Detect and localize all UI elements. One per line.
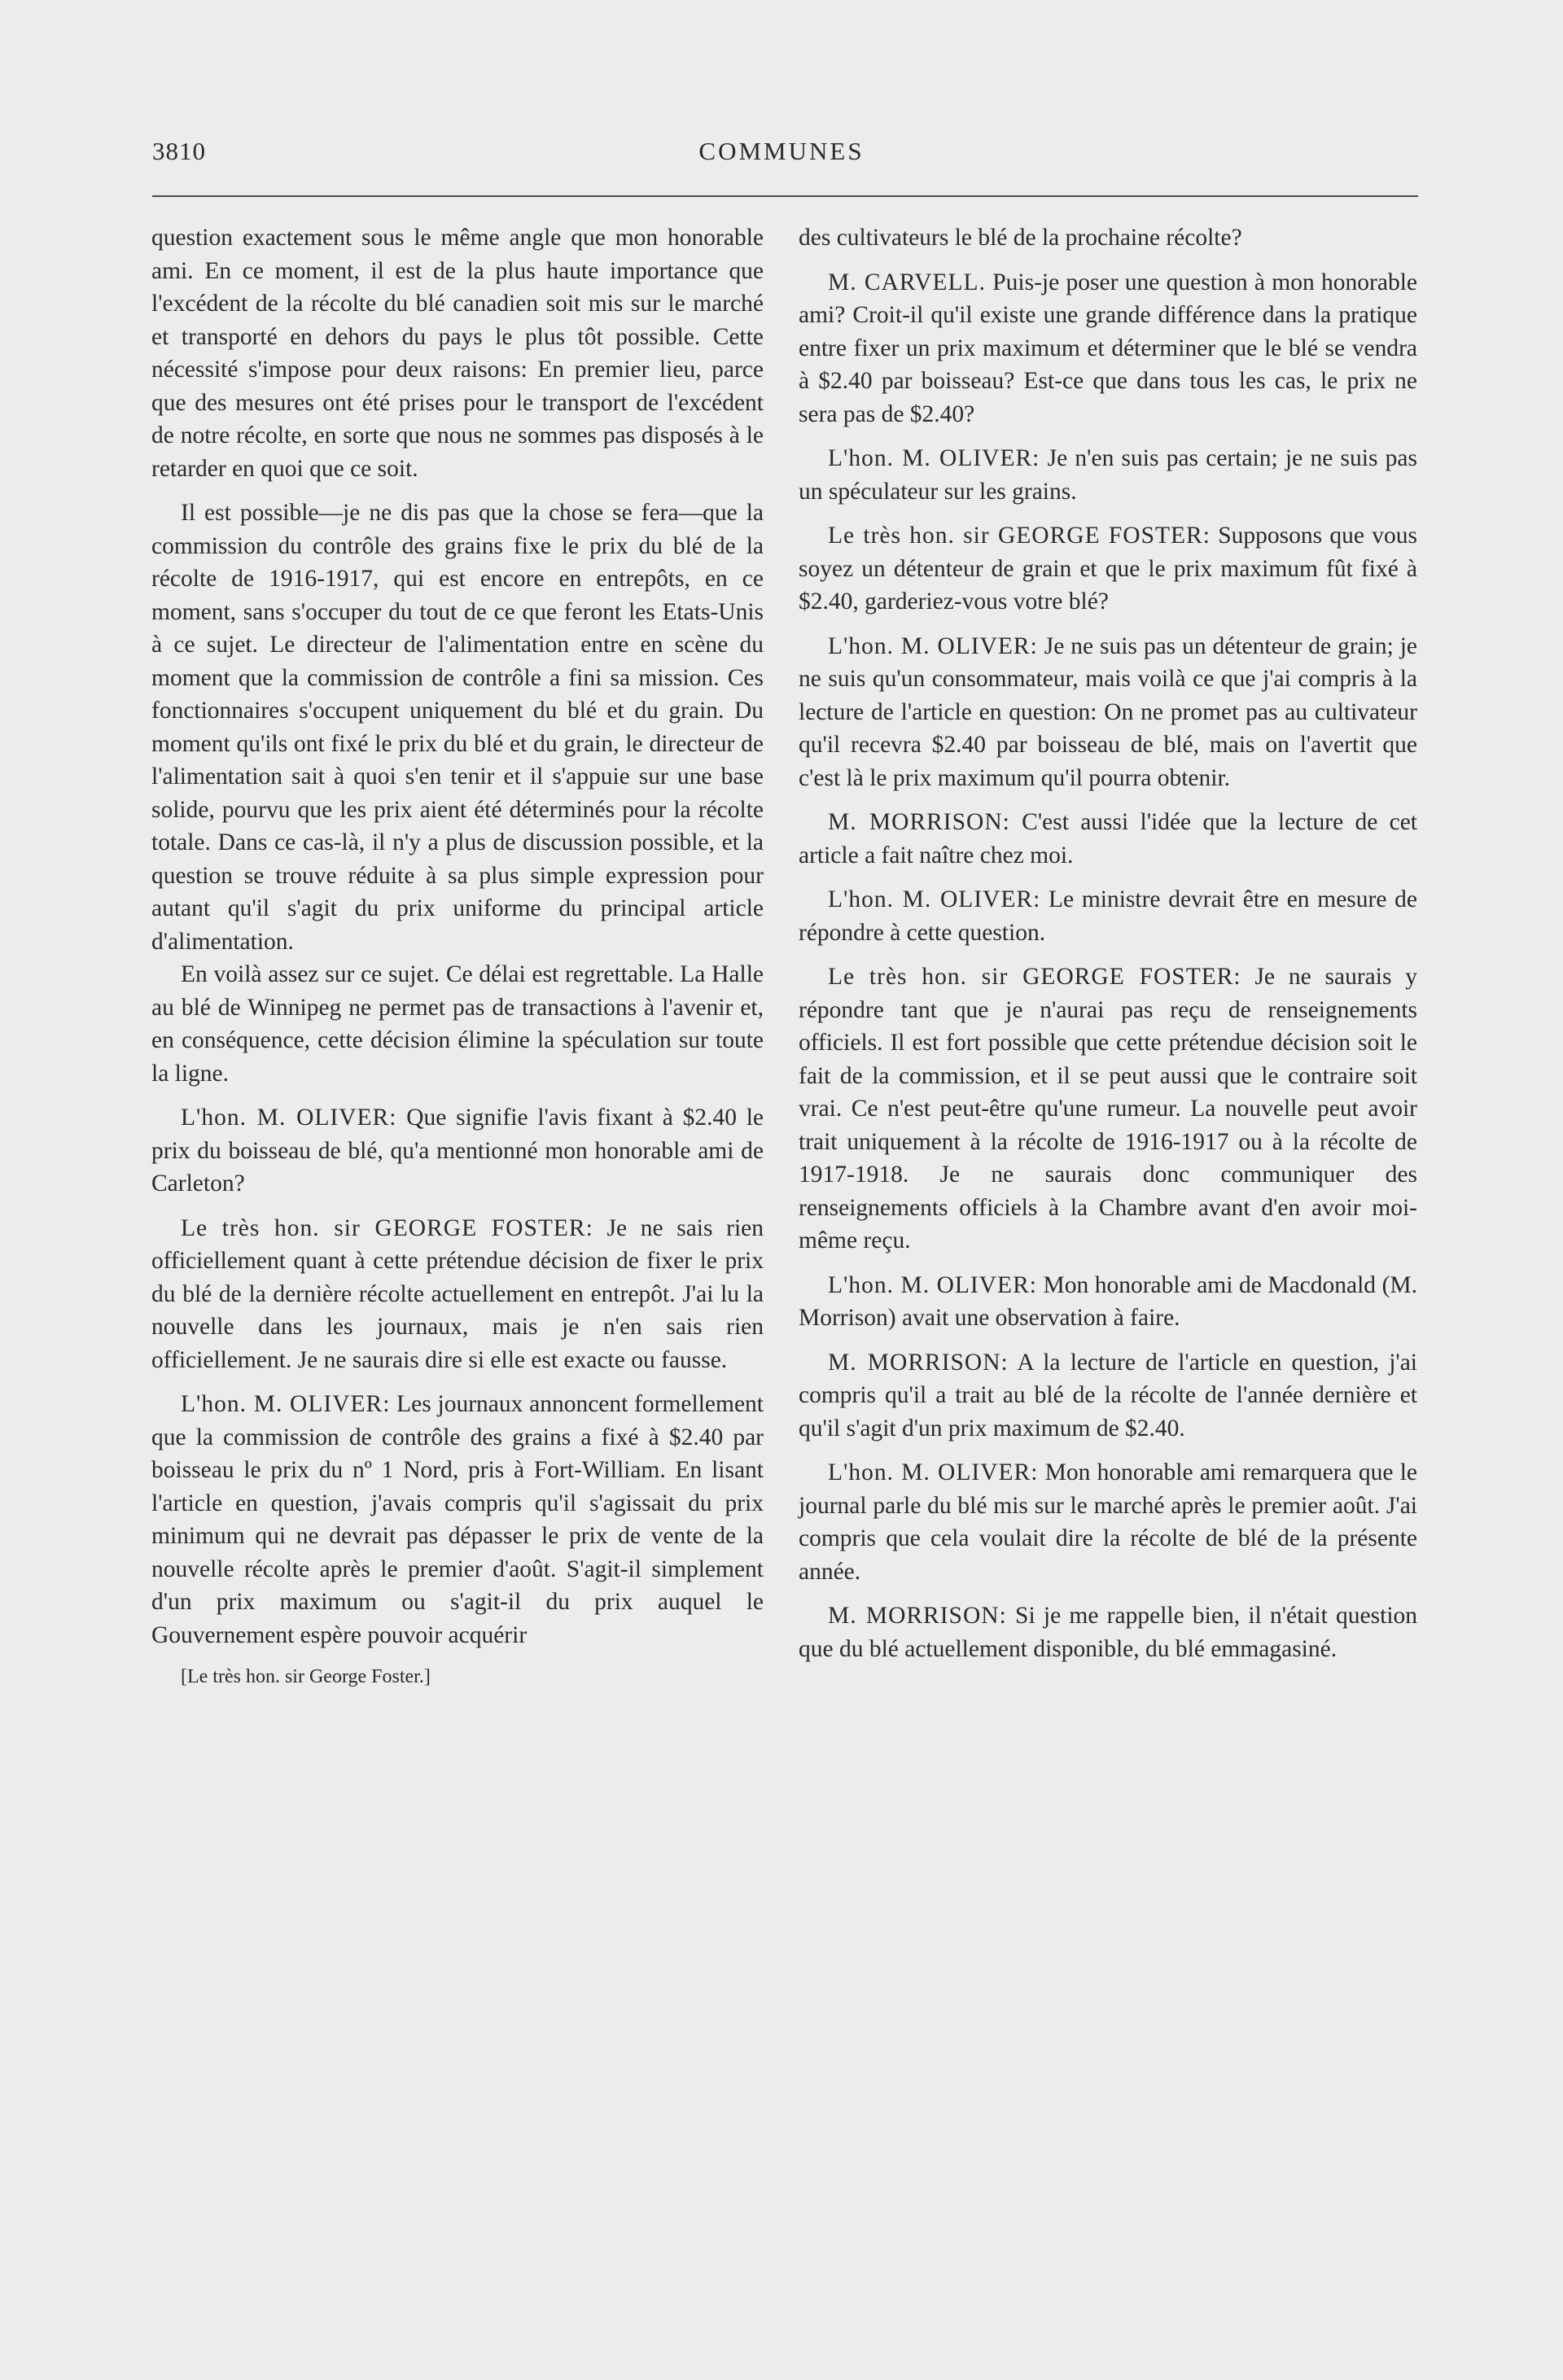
paragraph: L'hon. M. OLIVER: Les journaux annoncent formellement que la commission de contrôle des grains a fixé à $2.40 par boisseau le prix du nº 1 Nord, pris à Fort-William. En lisant l'article en question, j'avais compris qu'il s'agissait du prix minimum qui ne devrait pas dépasser le prix de vente de la nouvelle récolte après le premier d'août. S'agit-il simplement d'un prix maximum ou s'agit-il du prix auquel le Gouvernement espère pouvoir acquérir xyxy=(151,1391,764,1648)
speaker-name: L'hon. M. OLIVER: xyxy=(828,1459,1039,1485)
speaker-name: L'hon. M. OLIVER: xyxy=(828,632,1038,659)
paragraph: M. MORRISON: C'est aussi l'idée que la lecture de cet article a fait naître chez moi. xyxy=(799,809,1418,868)
paragraph: Il est possible—je ne dis pas que la chose se fera—que la commission du contrôle des grains fixe le prix du blé de la récolte de 1916-1917, qui est encore en entrepôts, en ce moment, sans s'occuper du tout de ce que feront les Etats-Unis à ce sujet. Le directeur de l'alimentation entre en scène du moment que la commission de contrôle a fini sa mission. Ces fonctionnaires s'occupent uniquement du blé et du grain. Du moment qu'ils ont fixé le prix du blé et du grain, le directeur de l'alimentation sait à quoi s'en tenir et il s'appuie sur une base solide, pourvu que les prix aient été déterminés pour la récolte totale. Dans ce cas-là, il n'y a plus de discussion possible, et la question se trouve réduite à sa plus simple expression pour autant qu'il s'agit du prix uniforme du principal article d'alimentation. xyxy=(151,500,764,955)
paragraph: L'hon. M. OLIVER: Je ne suis pas un détenteur de grain; je ne suis qu'un consommateur, mais voilà ce que j'ai compris à la lecture de l'article en question: On ne promet pas au cultivateur qu'il recevra $2.40 par boisseau de blé, mais on l'avertit que c'est là le prix maximum qu'il pourra obtenir. xyxy=(799,632,1417,791)
speaker-name: M. MORRISON: xyxy=(828,1349,1009,1376)
speaker-name: Le très hon. sir GEORGE FOSTER: xyxy=(828,523,1211,549)
header-rule xyxy=(152,195,1418,197)
paragraph: L'hon. M. OLIVER: Je n'en suis pas certain; je ne suis pas un spéculateur sur les grains. xyxy=(799,445,1417,505)
page-header xyxy=(0,137,1563,177)
speaker-name: L'hon. M. OLIVER: xyxy=(828,445,1040,471)
speaker-name: L'hon. M. OLIVER: xyxy=(828,1271,1037,1298)
speaker-name: Le très hon. sir GEORGE FOSTER: xyxy=(828,964,1241,990)
right-column xyxy=(799,221,1417,1677)
paragraph: Le très hon. sir GEORGE FOSTER: Supposons que vous soyez un détenteur de grain et que le prix maximum fût fixé à $2.40, garderiez-vous votre blé? xyxy=(799,523,1417,615)
speaker-footnote: [Le très hon. sir George Foster.] xyxy=(181,1666,431,1687)
paragraph: L'hon. M. OLIVER: Mon honorable ami de Macdonald (M. Morrison) avait une observation à faire. xyxy=(799,1271,1417,1331)
speaker-name: Le très hon. sir GEORGE FOSTER: xyxy=(181,1214,593,1241)
speaker-name: L'hon. M. OLIVER: xyxy=(828,886,1041,912)
paragraph: question exactement sous le même angle que mon honorable ami. En ce moment, il est de la plus haute importance que l'excédent de la récolte du blé canadien soit mis sur le marché et transporté en dehors du pays le plus tôt possible. Cette nécessité s'impose pour deux raisons: En premier lieu, parce que des mesures ont été prises pour le transport de l'excédent de notre récolte, en sorte que nous ne sommes pas disposés à le retarder en quoi que ce soit. xyxy=(151,225,764,482)
page-number: 3810 xyxy=(152,137,206,165)
paragraph: M. CARVELL. Puis-je poser une question à mon honorable ami? Croit-il qu'il existe une grande différence dans la pratique entre fixer un prix maximum et déterminer que le blé se vendra à $2.40 par boisseau? Est-ce que dans tous les cas, le prix ne sera pas de $2.40? xyxy=(799,269,1418,427)
paragraph: Le très hon. sir GEORGE FOSTER: Je ne sais rien officiellement quant à cette prétendue décision de fixer le prix du blé de la dernière récolte actuellement en entrepôt. J'ai lu la nouvelle dans les journaux, mais je n'en sais rien officiellement. Je ne saurais dire si elle est exacte ou fausse. xyxy=(151,1214,764,1373)
paragraph: des cultivateurs le blé de la prochaine récolte? xyxy=(799,225,1242,251)
paragraph: L'hon. M. OLIVER: Le ministre devrait être en mesure de répondre à cette question. xyxy=(799,886,1417,946)
speaker-name: L'hon. M. OLIVER: xyxy=(181,1391,391,1417)
speaker-name: L'hon. M. OLIVER: xyxy=(181,1105,397,1131)
paragraph: Le très hon. sir GEORGE FOSTER: Je ne saurais y répondre tant que je n'aurai pas reçu de renseignements officiels. Il est fort possible que cette prétendue décision soit le fait de la commission, et il se peut aussi que le contraire soit vrai. Ce n'est peut-être qu'une rumeur. La nouvelle peut avoir trait uniquement à la récolte de 1916-1917 ou à la récolte de 1917-1918. Je ne saurais donc communiquer des renseignements officiels à la Chambre avant d'en avoir moi-même reçu. xyxy=(799,964,1417,1253)
running-title: COMMUNES xyxy=(698,137,865,165)
paragraph: L'hon. M. OLIVER: Que signifie l'avis fixant à $2.40 le prix du boisseau de blé, qu'a mentionné mon honorable ami de Carleton? xyxy=(151,1105,764,1197)
paragraph: M. MORRISON: Si je me rappelle bien, il n'était question que du blé actuellement disponible, du blé emmagasiné. xyxy=(799,1603,1418,1662)
paragraph: L'hon. M. OLIVER: Mon honorable ami remarquera que le journal parle du blé mis sur le marché après le premier août. J'ai compris que cela voulait dire la récolte de blé de la présente année. xyxy=(799,1459,1417,1585)
speaker-name: M. MORRISON: xyxy=(828,809,1010,835)
speaker-name: M. CARVELL. xyxy=(828,269,986,295)
paragraph: M. MORRISON: A la lecture de l'article en question, j'ai compris qu'il a trait au blé de la récolte de l'année dernière et qu'il s'agit d'un prix maximum de $2.40. xyxy=(799,1349,1417,1442)
paragraph: En voilà assez sur ce sujet. Ce délai est regrettable. La Halle au blé de Winnipeg ne permet pas de transactions à l'avenir et, en conséquence, cette décision élimine la spéculation sur toute la ligne. xyxy=(151,961,764,1087)
left-column xyxy=(151,221,764,1691)
speaker-name: M. MORRISON: xyxy=(828,1603,1007,1629)
